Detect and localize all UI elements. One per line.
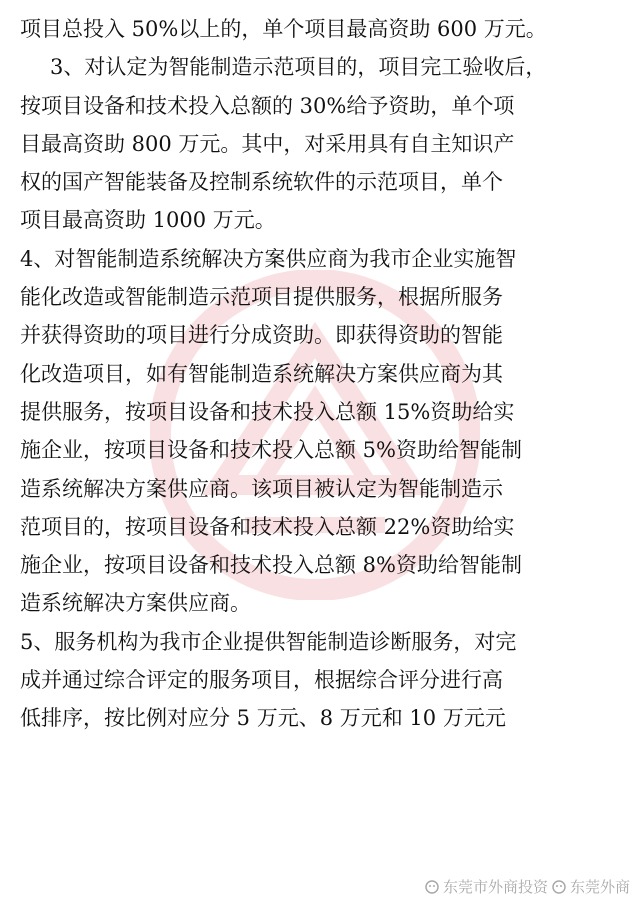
text-line: 化改造项目，如有智能制造系统解决方案供应商为其 (20, 361, 503, 386)
footer-account-text: 东莞外商 (569, 878, 630, 896)
text-line: 4、对智能制造系统解决方案供应商为我市企业实施智 (20, 246, 517, 271)
text-line: 权的国产智能装备及控制系统软件的示范项目，单个 (20, 170, 503, 195)
wechat-icon (425, 880, 439, 894)
text-line: 造系统解决方案供应商。该项目被认定为智能制造示 (20, 476, 503, 501)
text-line: 按项目设备和技术投入总额的 30%给予资助，单个项 (20, 93, 515, 118)
wechat-icon (552, 880, 566, 894)
text-line: 并获得资助的项目进行分成资助。即获得资助的智能 (20, 323, 503, 348)
text-line: 目最高资助 800 万元。其中，对采用具有自主知识产 (20, 131, 515, 156)
text-line: 造系统解决方案供应商。 (20, 591, 251, 616)
text-line: 范项目的，按项目设备和技术投入总额 22%资助给实 (20, 514, 515, 539)
footer-watermark (425, 876, 630, 897)
text-line: 施企业，按项目设备和技术投入总额 8%资助给智能制 (20, 553, 522, 578)
text-line: 项目总投入 50%以上的，单个项目最高资助 600 万元。 (20, 17, 547, 41)
text-line: 低排序，按比例对应分 5 万元、8 万元和 10 万元元 (20, 706, 506, 731)
footer-watermark-text: 东莞市外商投资 (442, 878, 548, 896)
text-line: 施企业，按项目设备和技术投入总额 5%资助给智能制 (20, 438, 522, 463)
text-line: 项目最高资助 1000 万元。 (20, 208, 276, 233)
text-line: 5、服务机构为我市企业提供智能制造诊断服务，对完 (20, 629, 517, 654)
text-line: 提供服务，按项目设备和技术投入总额 15%资助给实 (20, 399, 515, 424)
text-line: 3、对认定为智能制造示范项目的，项目完工验收后， (50, 55, 547, 80)
text-line: 能化改造或智能制造示范项目提供服务，根据所服务 (20, 285, 503, 310)
text-line: 成并通过综合评定的服务项目，根据综合评分进行高 (20, 668, 503, 693)
